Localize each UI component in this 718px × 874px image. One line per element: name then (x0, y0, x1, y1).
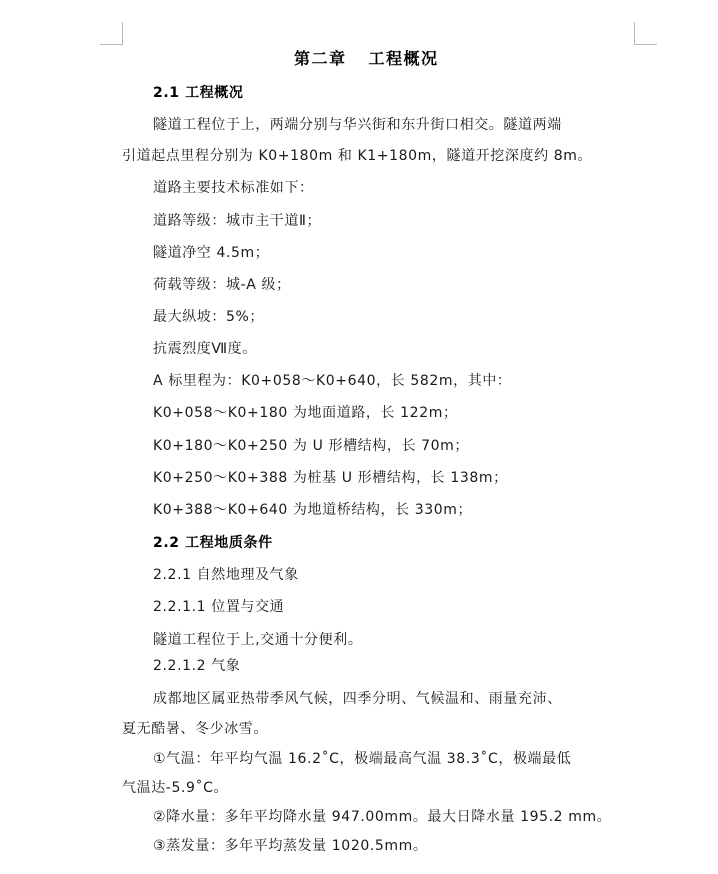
section-heading-2-2: 2.2 工程地质条件 (153, 535, 273, 551)
location-text: 隧道工程位于上,交通十分便利。 (153, 632, 363, 648)
climate-line1: 成都地区属亚热带季风气候，四季分明、气候温和、雨量充沛、 (153, 691, 562, 707)
segment-4: K0+388～K0+640 为地道桥结构，长 330m； (153, 502, 473, 518)
standard-load-grade: 荷载等级：城-A 级； (153, 277, 291, 293)
segment-2: K0+180～K0+250 为 U 形槽结构，长 70m； (153, 438, 469, 454)
evaporation-line: ③蒸发量：多年平均蒸发量 1020.5mm。 (153, 838, 428, 854)
paragraph-overview-line2: 引道起点里程分别为 K0+180m 和 K1+180m，隧道开挖深度约 8m。 (122, 148, 593, 164)
section-a-range: A 标里程为：K0+058～K0+640，长 582m，其中： (153, 373, 512, 389)
margin-corner-top-right (634, 22, 657, 45)
standard-road-grade: 道路等级：城市主干道Ⅱ； (153, 213, 322, 229)
subsection-2-2-1-1: 2.2.1.1 位置与交通 (153, 599, 285, 615)
segment-1: K0+058～K0+180 为地面道路，长 122m； (153, 405, 458, 421)
standards-intro: 道路主要技术标准如下： (153, 180, 314, 196)
section-heading-2-1: 2.1 工程概况 (153, 85, 244, 101)
temperature-line2: 气温达-5.9˚C。 (122, 780, 229, 796)
subsection-2-2-1-2: 2.2.1.2 气象 (153, 658, 241, 674)
standard-max-slope: 最大纵坡：5%； (153, 309, 265, 325)
chapter-name: 工程概况 (368, 49, 439, 68)
subsection-2-2-1: 2.2.1 自然地理及气象 (153, 567, 299, 583)
precipitation-line: ②降水量：多年平均降水量 947.00mm。最大日降水量 195.2 mm。 (153, 809, 612, 825)
chapter-label: 第二章 (294, 49, 347, 68)
paragraph-overview-line1: 隧道工程位于上，两端分别与华兴街和东升街口相交。隧道两端 (153, 117, 562, 133)
temperature-line1: ①气温：年平均气温 16.2˚C，极端最高气温 38.3˚C，极端最低 (153, 751, 572, 767)
segment-3: K0+250～K0+388 为桩基 U 形槽结构，长 138m； (153, 470, 508, 486)
margin-corner-top-left (100, 22, 123, 45)
chapter-title (294, 50, 439, 68)
standard-seismic: 抗震烈度Ⅶ度。 (153, 341, 257, 357)
standard-clearance: 隧道净空 4.5m； (153, 245, 270, 261)
climate-line2: 夏无酷暑、冬少冰雪。 (122, 721, 268, 737)
